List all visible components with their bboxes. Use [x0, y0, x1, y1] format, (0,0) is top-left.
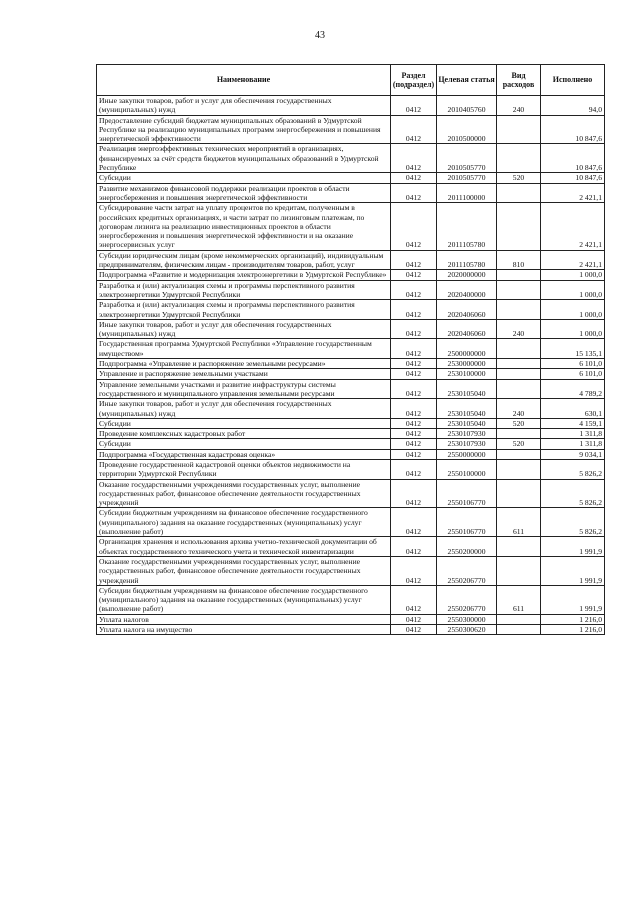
table-row	[97, 429, 605, 439]
row-expense-type	[497, 556, 541, 585]
row-expense-type: 520	[497, 173, 541, 183]
row-expense-type: 611	[497, 585, 541, 614]
row-section: 0412	[391, 144, 437, 173]
row-name: Иные закупки товаров, работ и услуг для обеспечения государственных (муниципальных) нужд	[97, 96, 391, 116]
row-executed: 9 034,1	[541, 449, 605, 459]
row-expense-type: 240	[497, 399, 541, 419]
page-number: 43	[315, 30, 325, 41]
row-expense-type	[497, 339, 541, 359]
table-row	[97, 449, 605, 459]
row-section: 0412	[391, 115, 437, 144]
row-section: 0412	[391, 270, 437, 280]
row-name: Подпрограмма «Государственная кадастровая оценка»	[97, 449, 391, 459]
row-name: Субсидирование части затрат на уплату процентов по кредитам, полученным в российских кредитных организациях, и части затрат по лизинговым платежам, по договорам лизинга на реализацию инвестиционных проектов в области энергосбережения и повышения энергетической эффективности и на оказание энергосервисных услуг	[97, 203, 391, 250]
row-section: 0412	[391, 379, 437, 399]
row-target: 2010405760	[437, 96, 497, 116]
table-row	[97, 379, 605, 399]
table-row	[97, 270, 605, 280]
row-executed: 1 991,9	[541, 585, 605, 614]
row-expense-type	[497, 459, 541, 479]
row-target: 2011105780	[437, 250, 497, 270]
row-expense-type	[497, 359, 541, 369]
row-section: 0412	[391, 339, 437, 359]
row-expense-type	[497, 449, 541, 459]
table-row	[97, 537, 605, 557]
row-executed: 2 421,1	[541, 203, 605, 250]
header-executed: Исполнено	[541, 65, 605, 96]
row-executed: 1 311,8	[541, 429, 605, 439]
row-executed: 630,1	[541, 399, 605, 419]
row-name: Разработка и (или) актуализация схемы и программы перспективного развития электроэнергетики Удмуртской Республики	[97, 280, 391, 300]
row-section: 0412	[391, 418, 437, 428]
row-section: 0412	[391, 203, 437, 250]
row-section: 0412	[391, 439, 437, 449]
table-row	[97, 439, 605, 449]
row-expense-type: 240	[497, 96, 541, 116]
row-section: 0412	[391, 459, 437, 479]
row-executed: 94,0	[541, 96, 605, 116]
row-executed: 2 421,1	[541, 183, 605, 203]
row-name: Развитие механизмов финансовой поддержки реализации проектов в области энергосбережения и повышения энергетической эффективности	[97, 183, 391, 203]
row-target: 2500000000	[437, 339, 497, 359]
row-name: Организация хранения и использования архива учетно-технической документации об объектах государственного технического учета и технической инвентаризации	[97, 537, 391, 557]
table-row	[97, 585, 605, 614]
row-section: 0412	[391, 556, 437, 585]
row-expense-type	[497, 270, 541, 280]
row-section: 0412	[391, 96, 437, 116]
row-expense-type	[497, 379, 541, 399]
row-section: 0412	[391, 369, 437, 379]
table-row	[97, 359, 605, 369]
row-name: Иные закупки товаров, работ и услуг для обеспечения государственных (муниципальных) нужд	[97, 319, 391, 339]
row-name: Управление земельными участками и развитие инфраструктуры системы государственного и муниципального управления земельными ресурсами	[97, 379, 391, 399]
row-name: Субсидии	[97, 173, 391, 183]
row-name: Субсидии юридическим лицам (кроме некоммерческих организаций), индивидуальным предпринимателям, физическим лицам - производителям товаров, работ, услуг	[97, 250, 391, 270]
row-target: 2550200000	[437, 537, 497, 557]
row-executed: 1 216,0	[541, 614, 605, 624]
table-row	[97, 96, 605, 116]
header-expense-type: Вид расходов	[497, 65, 541, 96]
row-target: 2530105040	[437, 399, 497, 419]
row-target: 2550206770	[437, 556, 497, 585]
row-section: 0412	[391, 449, 437, 459]
row-name: Управление и распоряжение земельными участками	[97, 369, 391, 379]
row-target: 2010500000	[437, 115, 497, 144]
row-name: Оказание государственными учреждениями государственных услуг, выполнение государственных работ, финансовое обеспечение деятельности государственных учреждений	[97, 479, 391, 508]
row-expense-type	[497, 369, 541, 379]
row-target: 2550000000	[437, 449, 497, 459]
row-executed: 1 000,0	[541, 300, 605, 320]
row-expense-type	[497, 537, 541, 557]
row-section: 0412	[391, 280, 437, 300]
row-executed: 1 216,0	[541, 625, 605, 635]
table-row	[97, 300, 605, 320]
row-executed: 1 000,0	[541, 280, 605, 300]
row-target: 2550106770	[437, 508, 497, 537]
row-expense-type	[497, 625, 541, 635]
row-target: 2010505770	[437, 173, 497, 183]
row-expense-type: 520	[497, 439, 541, 449]
row-name: Оказание государственными учреждениями государственных услуг, выполнение государственных работ, финансовое обеспечение деятельности государственных учреждений	[97, 556, 391, 585]
table-body	[97, 96, 605, 635]
row-executed: 10 847,6	[541, 144, 605, 173]
row-name: Субсидии бюджетным учреждениям на финансовое обеспечение государственного (муниципального) задания на оказание государственных (муниципальных) услуг (выполнение работ)	[97, 508, 391, 537]
row-name: Подпрограмма «Управление и распоряжение земельными ресурсами»	[97, 359, 391, 369]
row-name: Иные закупки товаров, работ и услуг для обеспечения государственных (муниципальных) нужд	[97, 399, 391, 419]
row-expense-type: 520	[497, 418, 541, 428]
row-section: 0412	[391, 537, 437, 557]
row-section: 0412	[391, 359, 437, 369]
table-row	[97, 614, 605, 624]
header-section: Раздел (подраздел)	[391, 65, 437, 96]
row-expense-type	[497, 300, 541, 320]
row-executed: 1 000,0	[541, 270, 605, 280]
row-name: Предоставление субсидий бюджетам муниципальных образований в Удмуртской Республике на реализацию муниципальных программ энергосбережения и повышения энергетической эффективности	[97, 115, 391, 144]
table-row	[97, 319, 605, 339]
row-executed: 6 101,0	[541, 359, 605, 369]
row-expense-type	[497, 614, 541, 624]
row-section: 0412	[391, 625, 437, 635]
table-row	[97, 250, 605, 270]
row-executed: 1 311,8	[541, 439, 605, 449]
row-executed: 6 101,0	[541, 369, 605, 379]
row-target: 2020400000	[437, 280, 497, 300]
row-expense-type: 810	[497, 250, 541, 270]
row-name: Уплата налогов	[97, 614, 391, 624]
row-target: 2550300000	[437, 614, 497, 624]
row-name: Разработка и (или) актуализация схемы и программы перспективного развития электроэнергетики Удмуртской Республики	[97, 300, 391, 320]
row-name: Подпрограмма «Развитие и модернизация электроэнергетики в Удмуртской Республике»	[97, 270, 391, 280]
row-target: 2550300620	[437, 625, 497, 635]
row-target: 2010505770	[437, 144, 497, 173]
header-target: Целевая статья	[437, 65, 497, 96]
row-target: 2550100000	[437, 459, 497, 479]
row-name: Государственная программа Удмуртской Республики «Управление государственным имуществом»	[97, 339, 391, 359]
row-name: Субсидии	[97, 418, 391, 428]
row-executed: 4 789,2	[541, 379, 605, 399]
row-name: Уплата налога на имущество	[97, 625, 391, 635]
table-row	[97, 144, 605, 173]
row-expense-type: 611	[497, 508, 541, 537]
header-name: Наименование	[97, 65, 391, 96]
row-section: 0412	[391, 300, 437, 320]
row-section: 0412	[391, 479, 437, 508]
row-target: 2020406060	[437, 319, 497, 339]
row-name: Субсидии	[97, 439, 391, 449]
table-row	[97, 173, 605, 183]
row-target: 2530107930	[437, 439, 497, 449]
table-row	[97, 280, 605, 300]
row-executed: 1 991,9	[541, 556, 605, 585]
row-target: 2011105780	[437, 203, 497, 250]
row-expense-type	[497, 280, 541, 300]
row-expense-type	[497, 429, 541, 439]
row-name: Субсидии бюджетным учреждениям на финансовое обеспечение государственного (муниципального) задания на оказание государственных (муниципальных) услуг (выполнение работ)	[97, 585, 391, 614]
row-target: 2530105040	[437, 379, 497, 399]
table-row	[97, 339, 605, 359]
row-executed: 10 847,6	[541, 173, 605, 183]
row-target: 2530000000	[437, 359, 497, 369]
row-target: 2530100000	[437, 369, 497, 379]
row-executed: 4 159,1	[541, 418, 605, 428]
row-executed: 1 991,9	[541, 537, 605, 557]
table-row	[97, 399, 605, 419]
row-target: 2530107930	[437, 429, 497, 439]
row-expense-type	[497, 479, 541, 508]
row-target: 2530105040	[437, 418, 497, 428]
row-expense-type	[497, 144, 541, 173]
table-row	[97, 625, 605, 635]
table-header-row	[97, 65, 605, 96]
row-section: 0412	[391, 429, 437, 439]
row-name: Проведение государственной кадастровой оценки объектов недвижимости на территории Удмуртской Республики	[97, 459, 391, 479]
row-section: 0412	[391, 250, 437, 270]
table-row	[97, 115, 605, 144]
row-executed: 2 421,1	[541, 250, 605, 270]
table-row	[97, 418, 605, 428]
row-section: 0412	[391, 183, 437, 203]
table-row	[97, 508, 605, 537]
row-section: 0412	[391, 508, 437, 537]
row-name: Реализация энергоэффективных технических мероприятий в организациях, финансируемых за счёт средств бюджетов муниципальных образований в Удмуртской Республике	[97, 144, 391, 173]
row-target: 2550106770	[437, 479, 497, 508]
row-name: Проведение комплексных кадастровых работ	[97, 429, 391, 439]
row-target: 2020406060	[437, 300, 497, 320]
row-expense-type: 240	[497, 319, 541, 339]
row-executed: 5 826,2	[541, 508, 605, 537]
table-row	[97, 369, 605, 379]
row-expense-type	[497, 203, 541, 250]
table-row	[97, 479, 605, 508]
row-target: 2020000000	[437, 270, 497, 280]
row-section: 0412	[391, 585, 437, 614]
row-executed: 5 826,2	[541, 459, 605, 479]
row-executed: 5 826,2	[541, 479, 605, 508]
row-section: 0412	[391, 614, 437, 624]
row-executed: 1 000,0	[541, 319, 605, 339]
row-executed: 10 847,6	[541, 115, 605, 144]
row-target: 2011100000	[437, 183, 497, 203]
table-row	[97, 459, 605, 479]
table-row	[97, 203, 605, 250]
row-expense-type	[497, 115, 541, 144]
row-section: 0412	[391, 173, 437, 183]
table-row	[97, 556, 605, 585]
row-section: 0412	[391, 319, 437, 339]
table-row	[97, 183, 605, 203]
row-executed: 15 135,1	[541, 339, 605, 359]
row-expense-type	[497, 183, 541, 203]
budget-table	[96, 64, 605, 635]
row-target: 2550206770	[437, 585, 497, 614]
row-section: 0412	[391, 399, 437, 419]
